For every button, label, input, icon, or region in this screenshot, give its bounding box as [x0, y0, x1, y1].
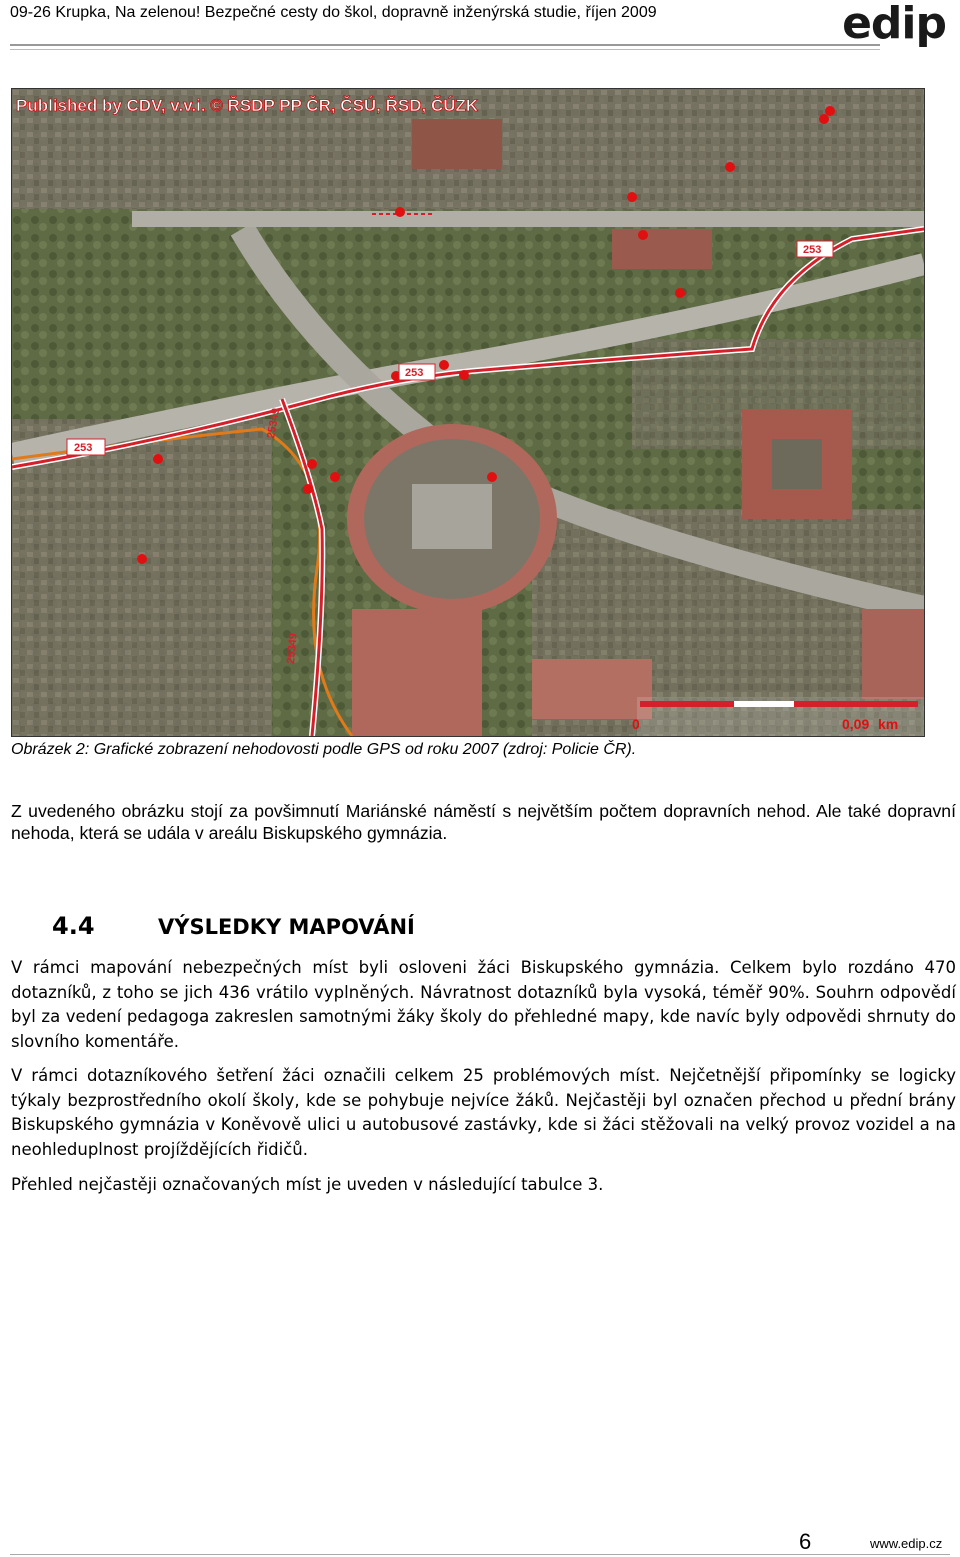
body-paragraph: V rámci mapování nebezpečných míst byli osloveni žáci Biskupského gymnázia. Celkem bylo rozdáno 470 dotazníků, z toho se jich 436 vrátilo vyplněných. Návratnost dotazníků byla vysoká, téměř 90%. Souhrn odpovědí byl za vedení pedagoga zakreslen samotnými žáky školy do přehledné mapy, kde navíc byly odpovědi shrnuty do slovního komentáře.: [11, 958, 956, 1051]
page-number: 6: [799, 1529, 812, 1554]
document-header-title: 09-26 Krupka, Na zelenou! Bezpečné cesty do škol, dopravně inženýrská studie, říjen 2009: [10, 4, 657, 21]
figure-caption: Obrázek 2: Grafické zobrazení nehodovosti podle GPS od roku 2007 (zdroj: Policie ČR).: [11, 741, 637, 758]
section-title: VÝSLEDKY MAPOVÁNÍ: [158, 915, 415, 939]
svg-text:253: 253: [405, 367, 424, 379]
section-heading: [52, 912, 415, 940]
edip-logo: edip: [842, 0, 946, 49]
svg-text:25349: 25349: [285, 632, 300, 665]
intro-paragraph: Z uvedeného obrázku stojí za povšimnutí Mariánské náměstí s největším počtem dopravních nehod. Ale také dopravní nehoda, která se udála v areálu Biskupského gymnázia.: [11, 801, 956, 843]
svg-text:Published by CDV, v.v.i. © ŘSD: Published by CDV, v.v.i. © ŘSDP PP ČR, ČSÚ, ŘSD, ČÚZK: [16, 96, 479, 115]
header-divider-secondary: [10, 49, 880, 50]
footer-url: www.edip.cz: [870, 1536, 943, 1551]
svg-text:0: 0: [632, 716, 640, 732]
accident-map-image: [11, 88, 925, 737]
svg-text:253: 253: [74, 442, 93, 454]
footer-divider: [10, 1554, 950, 1555]
svg-text:km: km: [878, 716, 899, 732]
svg-text:253: 253: [803, 244, 822, 256]
section-number: 4.4: [52, 912, 95, 940]
svg-text:25349: 25349: [265, 407, 283, 440]
header-divider: [10, 44, 880, 46]
svg-text:0,09: 0,09: [842, 716, 870, 732]
body-paragraph: Přehled nejčastěji označovaných míst je uveden v následující tabulce 3.: [11, 1175, 604, 1194]
body-paragraph: V rámci dotazníkového šetření žáci označili celkem 25 problémových míst. Nejčetnější připomínky se logicky týkaly bezprostředního okolí školy, kde se pohybuje nejvíce žáků. Nejčastěji byl označen přechod u přední brány Biskupského gymnázia v Koněvově ulici u autobusové zastávky, kde si žáci stěžovali na velký provoz vozidel a na neohleduplnost projíždějících řidičů.: [11, 1066, 956, 1159]
